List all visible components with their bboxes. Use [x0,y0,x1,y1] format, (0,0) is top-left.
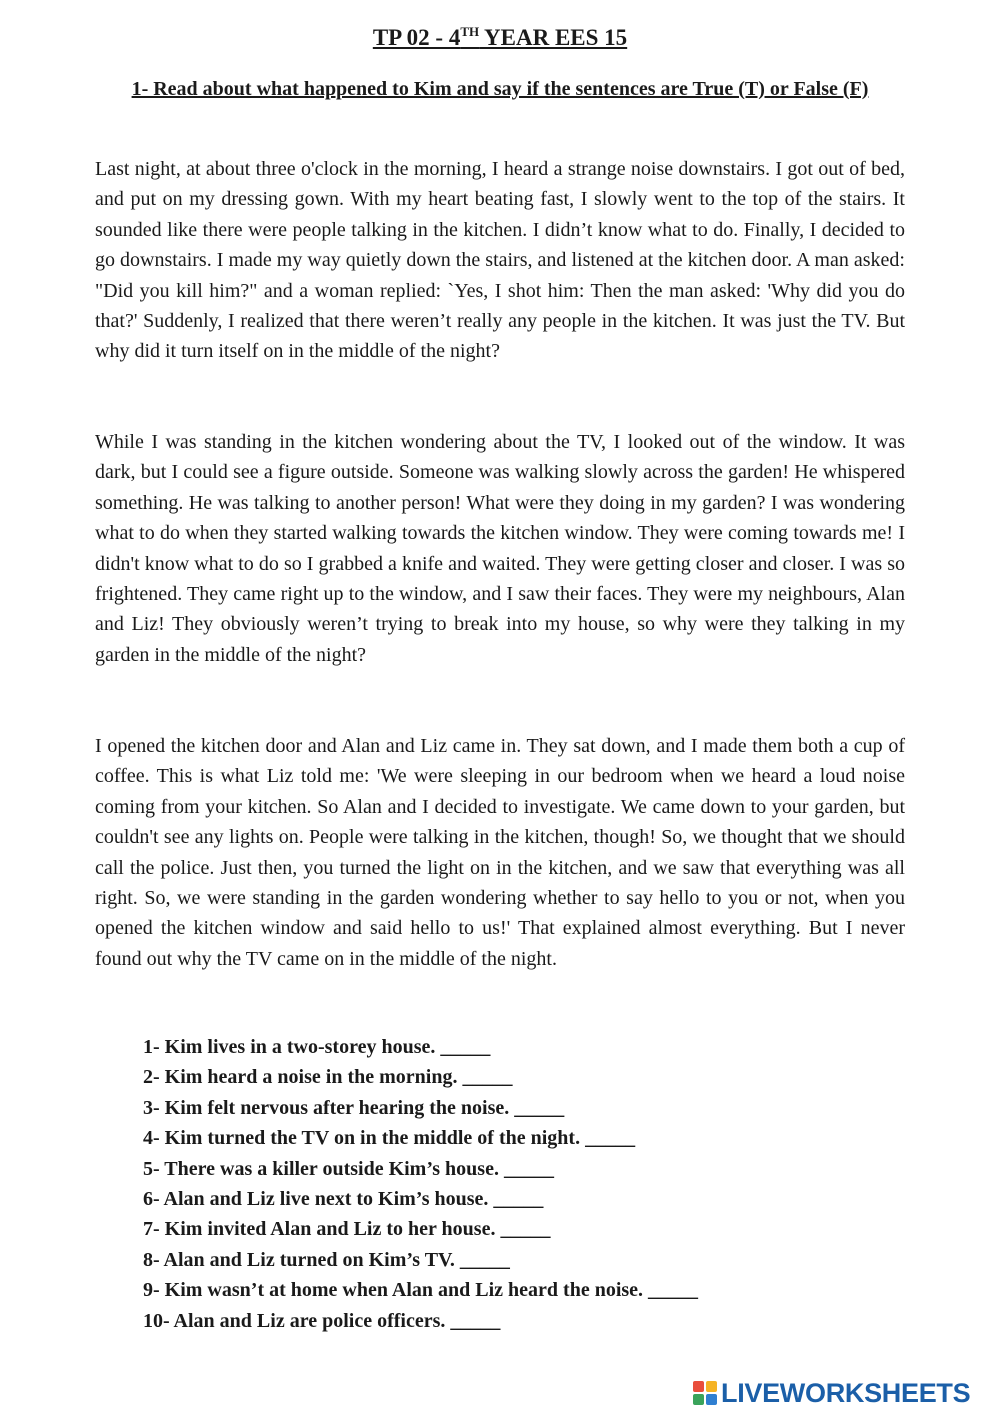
reading-paragraph-3: I opened the kitchen door and Alan and Liz came in. They sat down, and I made them both a cup of coffee. This is what Liz told me: 'We were sleeping in our bedroom when we heard a loud noise coming from your kitchen. So Alan and I decided to investigate. We came down to your garden, but couldn't see any lights on. People were talking in the kitchen, though! So, we thought that we should call the police. Just then, you turned the light on in the kitchen, and we saw that everything was all right. So, we were standing in the garden wondering whether to say hello to you or not, when you opened the kitchen window and said hello to us!' That explained almost everything. But I never found out why the TV came on in the middle of the night. [95,735,905,970]
liveworksheets-watermark [693,1378,970,1408]
reading-paragraph-1: Last night, at about three o'clock in the morning, I heard a strange noise downstairs. I got out of bed, and put on my dressing gown. With my heart beating fast, I slowly went to the top of the stairs. It sounded like there were people talking in the kitchen. I didn’t know what to do. Finally, I decided to go downstairs. I made my way quietly down the stairs, and listened at the kitchen door. A man asked: "Did you kill him?" and a woman replied: `Yes, I shot him: Then the man asked: 'Why did you do that?' Suddenly, I realized that there weren’t really any people in the kitchen. It was just the TV. But why did it turn itself on in the middle of the night? [95,158,905,363]
page-title [0,20,1000,56]
question-item: 2- Kim heard a noise in the morning. _____ [143,1066,513,1089]
question-item: 1- Kim lives in a two-storey house. _____ [143,1036,491,1058]
question-item: 6- Alan and Liz live next to Kim’s house. _____ [143,1188,544,1211]
reading-paragraph-2: While I was standing in the kitchen wondering about the TV, I looked out of the window. It was dark, but I could see a figure outside. Someone was walking slowly across the garden! He whispered something. He was talking to another person! What were they doing in my garden? I was wondering what to do when they started walking towards the kitchen window. They were coming towards me! I didn't know what to do so I grabbed a knife and waited. They were getting closer and closer. I was so frightened. They came right up to the window, and I saw their faces. They were my neighbours, Alan and Liz! They obviously weren’t trying to break into my house, so why were they talking in my garden in the middle of the night? [95,431,905,666]
question-item: 5- There was a killer outside Kim’s house. _____ [143,1157,554,1180]
true-false-questions [143,1032,903,1336]
title-rest: YEAR EES 15 [479,25,628,50]
question-item: 7- Kim invited Alan and Liz to her house. _____ [143,1218,551,1241]
brand-name: LIVEWORKSHEETS [721,1377,971,1408]
question-item: 4- Kim turned the TV on in the middle of the night. _____ [143,1127,636,1150]
question-item: 3- Kim felt nervous after hearing the noise. _____ [143,1096,565,1119]
question-item: 9- Kim wasn’t at home when Alan and Liz heard the noise. _____ [143,1279,699,1302]
question-item: 8- Alan and Liz turned on Kim’s TV. _____ [143,1248,510,1271]
title-main: TP 02 - 4 [372,25,461,50]
title-superscript: TH [460,24,480,39]
liveworksheets-logo-icon [693,1381,717,1405]
question-item: 10- Alan and Liz are police officers. _____ [143,1309,501,1332]
exercise-instruction: 1- Read about what happened to Kim and say if the sentences are True (T) or False (F) [131,78,869,100]
